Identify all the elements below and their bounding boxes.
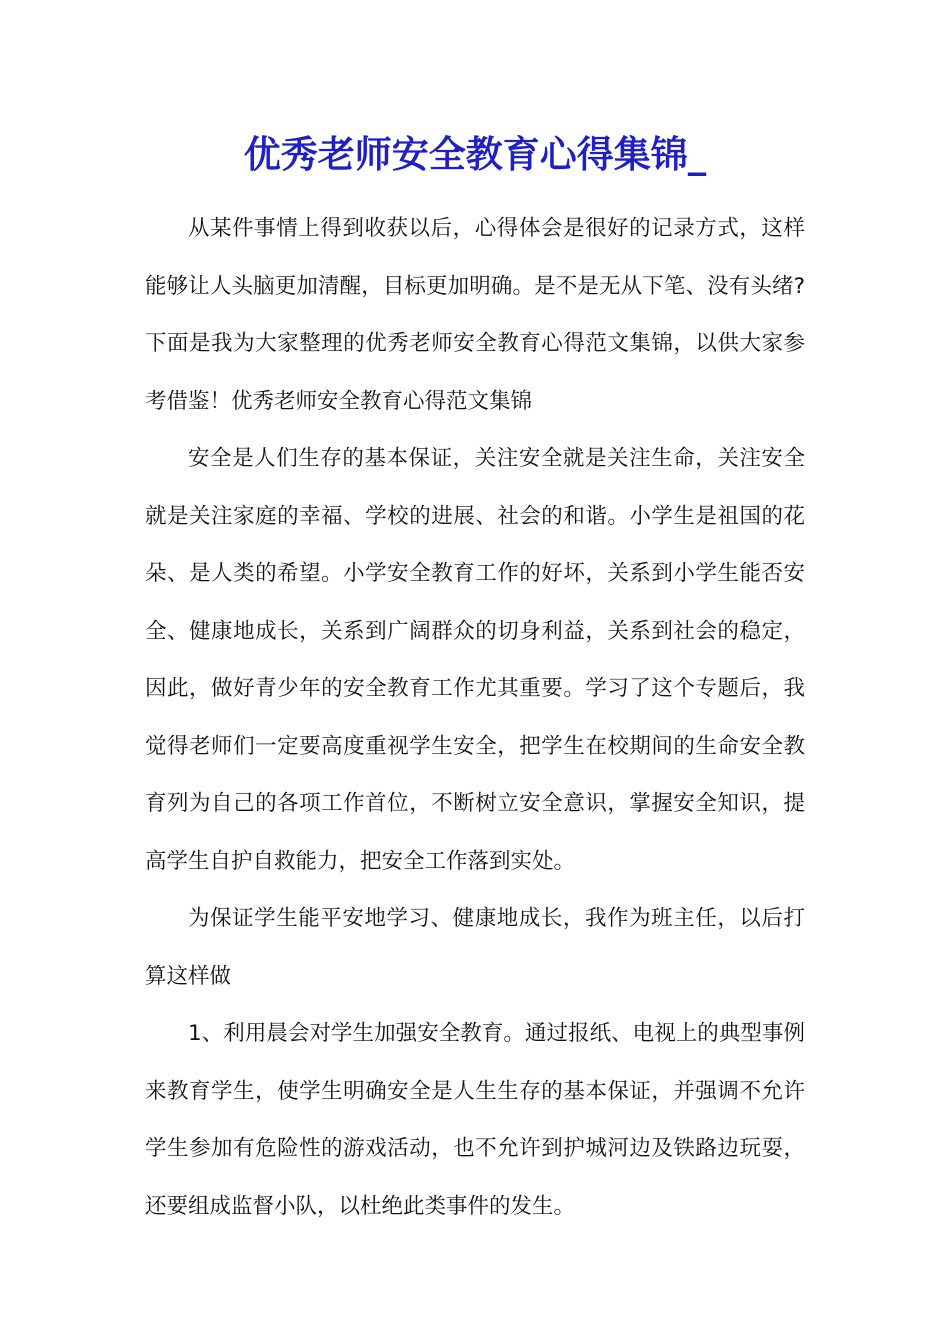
document-body	[145, 200, 805, 1235]
paragraph-safety: 安全是人们生存的基本保证，关注安全就是关注生命，关注安全就是关注家庭的幸福、学校的进展、社会的和谐。小学生是祖国的花朵、是人类的希望。小学安全教育工作的好坏，关系到小学生能否安全、健康地成长，关系到广阔群众的切身利益，关系到社会的稳定，因此，做好青少年的安全教育工作尤其重要。学习了这个专题后，我觉得老师们一定要高度重视学生安全，把学生在校期间的生命安全教育列为自己的各项工作首位，不断树立安全意识，掌握安全知识，提高学生自护自救能力，把安全工作落到实处。	[145, 446, 805, 874]
paragraph-item-1: 1、利用晨会对学生加强安全教育。通过报纸、电视上的典型事例来教育学生，使学生明确安全是人生生存的基本保证，并强调不允许学生参加有危险性的游戏活动，也不允许到护城河边及铁路边玩耍，还要组成监督小队，以杜绝此类事件的发生。	[145, 1021, 805, 1219]
paragraph-plan: 为保证学生能平安地学习、健康地成长，我作为班主任，以后打算这样做	[145, 906, 805, 989]
document-title: 优秀老师安全教育心得集锦_	[243, 132, 707, 176]
paragraph-intro: 从某件事情上得到收获以后，心得体会是很好的记录方式，这样能够让人头脑更加清醒，目标更加明确。是不是无从下笔、没有头绪?下面是我为大家整理的优秀老师安全教育心得范文集锦，以供大家参考借鉴！优秀老师安全教育心得范文集锦	[145, 216, 805, 414]
